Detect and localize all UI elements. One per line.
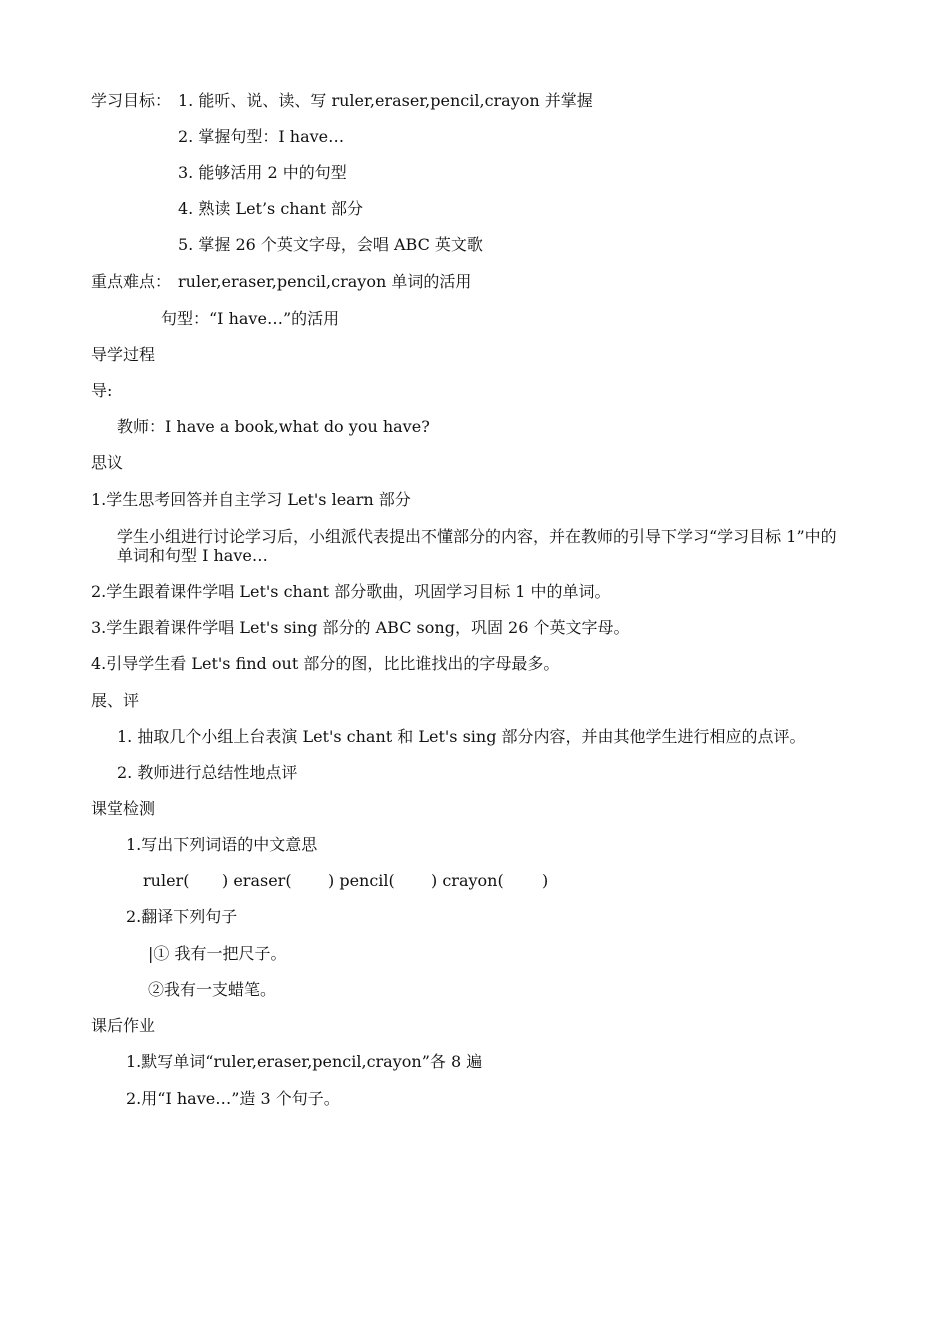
test-question-1: 1.写出下列词语的中文意思 — [126, 835, 318, 854]
objective-item-3: 3. 能够活用 2 中的句型 — [178, 163, 347, 182]
homework-item-1: 1.默写单词“ruler,eraser,pencil,crayon”各 8 遍 — [126, 1052, 483, 1071]
showcase-item-1: 1. 抽取几个小组上台表演 Let's chant 和 Let's sing 部分内容，并由其他学生进行相应的点评。 — [117, 727, 806, 746]
translate-sentence-1: |① 我有一把尺子。 — [148, 944, 287, 963]
key-points-line-1: ruler,eraser,pencil,crayon 单词的活用 — [178, 272, 472, 291]
translate-sentence-2: ②我有一支蜡笔。 — [148, 980, 277, 999]
discussion-item-3: 3.学生跟着课件学唱 Let's sing 部分的 ABC song，巩固 26 个英文字母。 — [91, 618, 630, 637]
objective-item-1: 1. 能听、说、读、写 ruler,eraser,pencil,crayon 并掌握 — [178, 91, 593, 110]
discussion-item-1-detail: 学生小组进行讨论学习后，小组派代表提出不懂部分的内容，并在教师的引导下学习“学习目标 1”中的单词和句型 I have… — [117, 527, 837, 565]
teacher-line: 教师：I have a book,what do you have? — [117, 417, 430, 436]
objective-item-2: 2. 掌握句型：I have… — [178, 127, 345, 146]
homework-item-2: 2.用“I have…”造 3 个句子。 — [126, 1089, 340, 1108]
word-blank-pencil: ) pencil( — [328, 871, 395, 890]
test-question-2: 2.翻译下列句子 — [126, 907, 238, 926]
objective-item-4: 4. 熟读 Let’s chant 部分 — [178, 199, 363, 218]
key-points-label: 重点难点： — [91, 272, 172, 291]
word-blank-end: ) — [542, 871, 549, 890]
discussion-item-2: 2.学生跟着课件学唱 Let's chant 部分歌曲，巩固学习目标 1 中的单词。 — [91, 582, 611, 601]
discussion-item-4: 4.引导学生看 Let's find out 部分的图，比比谁找出的字母最多。 — [91, 654, 560, 673]
objectives-label: 学习目标： — [91, 91, 172, 110]
word-blank-eraser: ) eraser( — [222, 871, 292, 890]
showcase-item-2: 2. 教师进行总结性地点评 — [117, 763, 298, 782]
lead-label: 导: — [91, 381, 113, 400]
test-title: 课堂检测 — [91, 799, 156, 818]
process-title: 导学过程 — [91, 345, 156, 364]
word-blank-crayon: ) crayon( — [431, 871, 504, 890]
word-blank-ruler: ruler( — [143, 871, 190, 890]
showcase-title: 展、评 — [91, 691, 140, 710]
discussion-item-1: 1.学生思考回答并自主学习 Let's learn 部分 — [91, 490, 411, 509]
homework-title: 课后作业 — [91, 1016, 156, 1035]
discussion-title: 思议 — [91, 453, 124, 472]
objective-item-5: 5. 掌握 26 个英文字母，会唱 ABC 英文歌 — [178, 235, 483, 254]
key-points-line-2: 句型：“I have…”的活用 — [161, 309, 340, 328]
